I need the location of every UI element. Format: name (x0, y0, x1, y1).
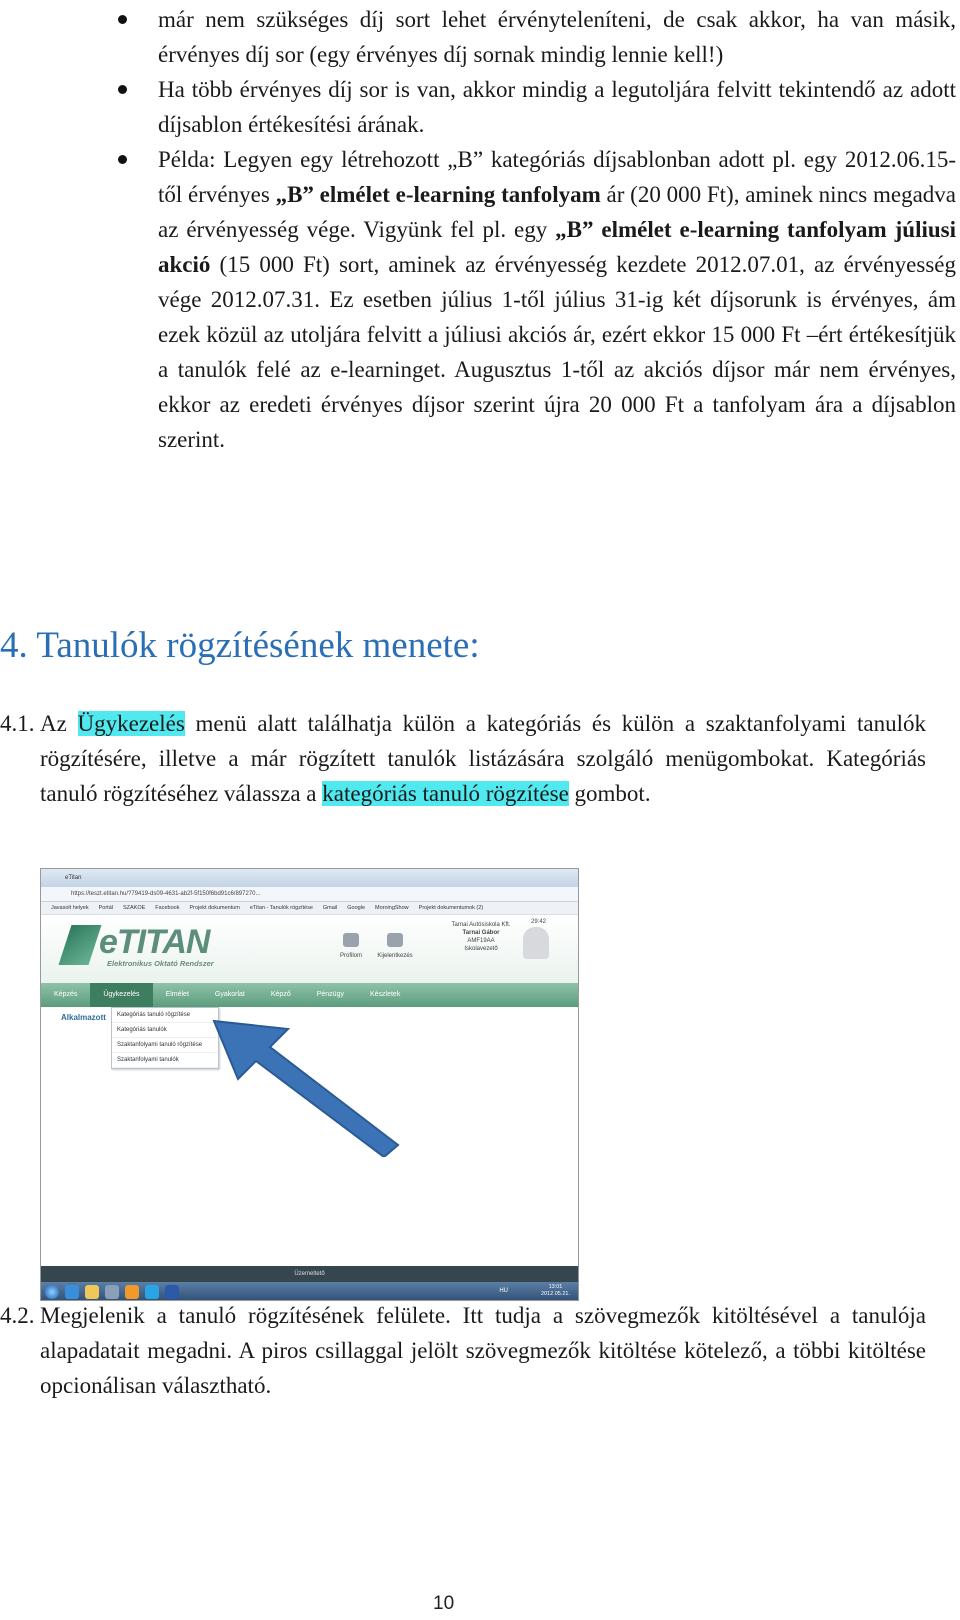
etitan-logo[interactable] (65, 923, 235, 971)
menu-penzugy[interactable]: Pénzügy (316, 991, 344, 998)
paragraph-number: 4.1. (0, 711, 35, 736)
favorite-link[interactable]: Facebook (155, 905, 180, 911)
bullet-dot-icon (118, 85, 127, 94)
session-timer: 29:42 (531, 919, 547, 925)
profile-label: Profilom (339, 953, 362, 959)
favorite-link[interactable]: eTitan - Tanulók rögzítése (249, 905, 313, 911)
logout-button[interactable] (375, 933, 415, 959)
paragraph-number: 4.2. (0, 1303, 35, 1328)
main-menu (41, 983, 578, 1007)
clock-date: 2012.05.21. (540, 1291, 570, 1297)
clock-time: 13:01 (548, 1284, 563, 1290)
etitan-screenshot (40, 868, 579, 1301)
dropdown-item-szaktanfolyami-tanulok[interactable]: Szaktanfolyami tanulók (112, 1053, 218, 1068)
para-text-1: Az (40, 711, 78, 736)
user-info (441, 921, 521, 953)
favorite-link[interactable]: Javasolt helyek (51, 905, 89, 911)
side-label: Alkalmazott (61, 1013, 106, 1022)
lock-icon (387, 933, 403, 947)
bullet-item-example (118, 142, 956, 457)
user-code: AMF19AA (467, 938, 495, 944)
para-text-3: gombot. (568, 781, 651, 806)
favorite-link[interactable]: Portál (98, 905, 113, 911)
logo-mark-icon (59, 925, 102, 965)
favorite-link[interactable]: SZAKOE (122, 905, 146, 911)
favorite-link[interactable]: Google (347, 905, 366, 911)
browser-titlebar (41, 869, 578, 887)
bullet-text: Ha több érvényes díj sor is van, akkor mindig a legutoljára felvitt tekintendő az adott díjsablon értékesítési árának. (158, 77, 956, 137)
dropdown-item-kategorias-tanulok[interactable]: Kategóriás tanulók (112, 1023, 218, 1038)
favorites-bar (41, 902, 578, 915)
menu-kepzes[interactable]: Képzés (54, 991, 78, 998)
logo-name: eTITAN (99, 923, 210, 961)
para-text-2: menü alatt találhatja külön a kategóriás és külön a szaktanfolyami tanulók rögzítésére, illetve a már rögzített tanulók listázására szolgáló menügombokat. Kategóriás tanuló rögzítéséhez válassza a (40, 711, 926, 806)
url-text: https://teszt.etitan.hu/?79419-ds09-4631-ab2f-5f150f6bd91c6/897270... (71, 891, 261, 897)
profile-button[interactable] (331, 933, 371, 959)
bullet-dot-icon (118, 155, 127, 164)
outlook-icon[interactable] (125, 1285, 139, 1299)
example-bold-2: „B” elmélet e-learning tanfolyam júliusi akció (158, 217, 956, 277)
folder-icon[interactable] (85, 1285, 99, 1299)
browser-tab[interactable]: eTitan (65, 875, 82, 881)
skype-icon[interactable] (145, 1285, 159, 1299)
favorite-link[interactable]: Projekt dokumentum (189, 905, 240, 911)
paragraph-body: Megjelenik a tanuló rögzítésének felülete. Itt tudja a szövegmezők kitöltésével a tanulója alapadatait megadni. A piros csillaggal jelölt szövegmezők kitöltése kötelező, a többi kitöltése opcionálisan választható. (40, 1303, 926, 1398)
ugykezeles-dropdown (111, 1007, 219, 1069)
word-icon[interactable] (165, 1285, 179, 1299)
language-indicator[interactable]: HU (499, 1288, 508, 1294)
avatar (523, 927, 549, 959)
media-icon[interactable] (105, 1285, 119, 1299)
browser-urlbar[interactable] (41, 887, 578, 902)
user-org: Tarnai Autósiskola Kft. (451, 922, 511, 928)
example-text-3: (15 000 Ft) sort, aminek az érvényesség kezdete 2012.07.01, az érvényesség vége 2012.07.31. Ez esetben július 1-től július 31-ig két díjsorunk is érvényes, ám ezek közül az utoljára felvitt a júliusi akciós ár, ezért ekkor 15 000 Ft –ért értékesítjük a tanulók felé az e-learninget. Augusztus 1-től az akciós díjsor már nem érvényes, ekkor az eredeti érvényes díjsor szerint újra 20 000 Ft a tanfolyam ára a díjsablon szerint. (158, 252, 956, 452)
app-header (41, 915, 578, 983)
user-name: Tarnai Gábor (462, 930, 500, 936)
menu-gyakorlat[interactable]: Gyakorlat (214, 991, 245, 998)
dropdown-item-szaktanfolyami-rogzites[interactable]: Szaktanfolyami tanuló rögzítése (112, 1038, 218, 1053)
paragraph-4-1 (0, 706, 926, 811)
menu-keszletek[interactable]: Készletek (369, 991, 401, 998)
bullet-text: már nem szükséges díj sort lehet érvényteleníteni, de csak akkor, ha van másik, érvényes díj sor (egy érvényes díj sornak mindig lennie kell!) (158, 7, 956, 67)
highlight-kategorias-rogzites: kategóriás tanuló rögzítése (322, 781, 569, 806)
paragraph-4-2 (0, 1298, 926, 1403)
favorite-link[interactable]: MorningShow (375, 905, 409, 911)
dropdown-item-kategorias-rogzites[interactable]: Kategóriás tanuló rögzítése (112, 1008, 218, 1023)
arrow-shape (214, 1021, 398, 1157)
app-footer: Üzemeltető (41, 1266, 578, 1282)
paragraph-body (0, 706, 926, 811)
bullet-dot-icon (118, 15, 127, 24)
example-text-1: Példa: Legyen egy létrehozott „B” kategóriás díjsablonban adott pl. egy 2012.06.15-től érvényes (158, 147, 956, 207)
ie-icon[interactable] (65, 1285, 79, 1299)
bullet-list (118, 2, 956, 457)
app-content (41, 1007, 578, 1266)
favorite-link[interactable]: Gmail (322, 905, 338, 911)
start-button-icon[interactable] (45, 1285, 59, 1299)
menu-elmelet[interactable]: Elmélet (165, 991, 189, 998)
logo-subtitle: Elektronikus Oktató Rendszer (107, 959, 214, 968)
logout-label: Kijelentkezés (377, 953, 413, 959)
page-number: 10 (433, 1593, 455, 1614)
favorite-link[interactable]: Projekt dokumentumok (2) (418, 905, 484, 911)
menu-ugykezeles[interactable]: Ügykezelés (90, 983, 152, 1007)
bullet-item (118, 72, 956, 142)
user-role: Iskolavezető (464, 946, 498, 952)
example-text-2: ár (20 000 Ft), aminek nincs megadva az érvényesség vége. Vigyünk fel pl. egy (158, 182, 957, 242)
pointer-arrow-icon (206, 1017, 406, 1157)
section-heading: 4. Tanulók rögzítésének menete: (0, 625, 480, 666)
taskbar-clock[interactable] (541, 1284, 570, 1298)
menu-kepzo[interactable]: Képző (270, 991, 291, 998)
example-bold-1: „B” elmélet e-learning tanfolyam (275, 182, 601, 207)
wrench-icon (343, 933, 359, 947)
bullet-item (118, 2, 956, 72)
highlight-ugykezeles: Ügykezelés (77, 711, 185, 736)
